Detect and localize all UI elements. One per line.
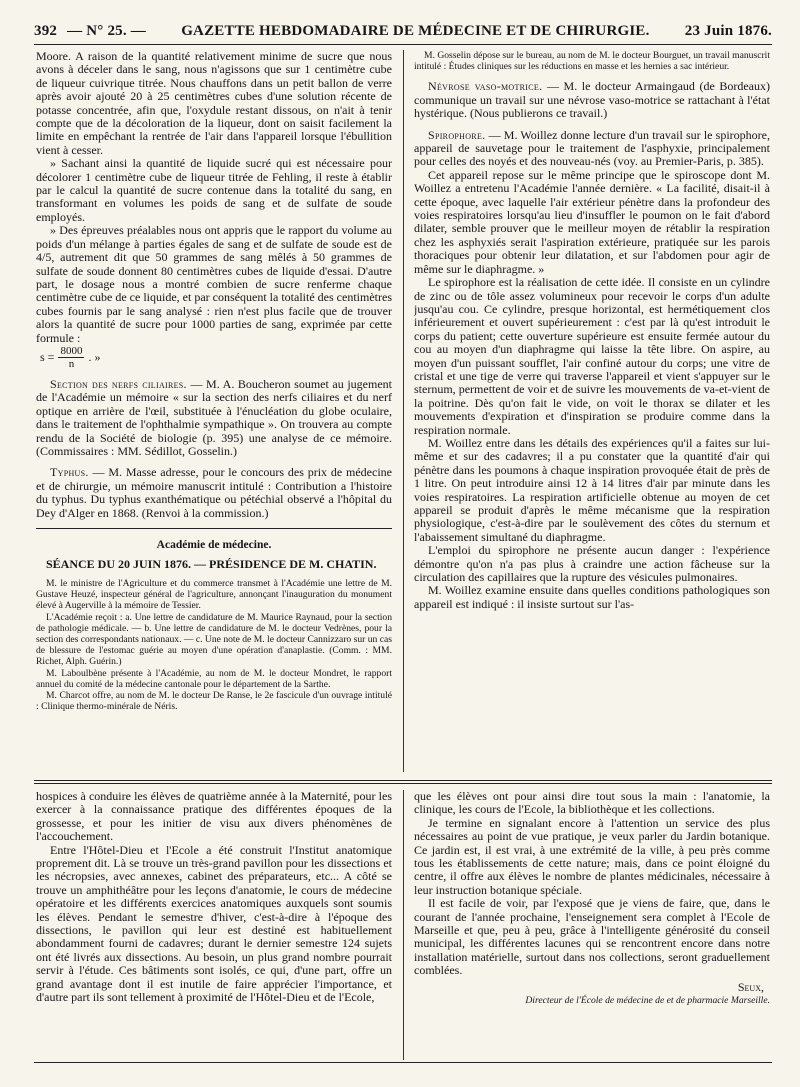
column-divider	[403, 790, 404, 1060]
paragraph	[36, 378, 392, 458]
column-divider	[403, 50, 404, 772]
paragraph: » Des épreuves préalables nous ont appris que le rapport du volume au poids d'un mélange à parties égales de sang et de sulfate de soude est de 4/5, autrement dit que 50 grammes de sang mêlés à 50 grammes de sulfate de soude donnent 80 centimètres cubes de liquide d'essai. D'autre part, le dosage nous a montré combien de sucre renferme chaque centimètre cube de ce liquide, et par conséquent la totalité des centimètres cubes fournis par le sang analysé : rien n'est plus facile que de trouver alors la quantité de sucre pour 1000 parties de sang, exprimée par cette formule :	[36, 223, 392, 345]
paragraph: L'emploi du spirophore ne présente aucun danger : l'expérience démontre qu'on n'a pas plus à craindre une action fâcheuse sur la circulation des capillaires que la rupture des vésicules pulmonaires.	[414, 543, 770, 585]
section-text: — M. le docteur Armaingaud (de Bordeaux) communique un travail sur une névrose vaso-motrice se rattachant à l'état hystérique. (Nous publierons ce travail.)	[414, 79, 770, 121]
section-heading: Névrose vaso-motrice.	[428, 79, 543, 94]
section-heading: Typhus.	[50, 465, 89, 480]
section-rule	[36, 528, 392, 529]
notice: M. Gosselin dépose sur le bureau, au nom de M. le docteur Bourguet, un travail manuscrit intitulé : Études cliniques sur les réductions en masse et les hernies a sac intérieur.	[414, 50, 770, 73]
lower-left-column	[36, 790, 392, 1062]
footer-rule	[34, 1062, 772, 1063]
paragraph	[414, 80, 770, 120]
section-heading: Spirophore.	[428, 127, 486, 142]
author-signature: Seux,	[737, 979, 764, 994]
paragraph: M. Woillez examine ensuite dans quelles conditions pathologiques son appareil est indiqué : il insiste surtout sur l'as-	[414, 583, 770, 611]
paragraph: Je termine en signalant encore à l'attention un service des plus nécessaires au point de vue pratique, je veux parler du Jardin botanique. Ce jardin est, il est vrai, à une extrémité de la ville, à peu près comme tous les établissements de cette nature; mais, dans ce point éloigné du centre, il offre aux élèves le nombre de plantes médicinales, nécessaire à leur instruction botanique spéciale.	[414, 815, 770, 897]
journal-title: GAZETTE HEBDOMADAIRE DE MÉDECINE ET DE CHIRURGIE.	[181, 23, 650, 39]
paragraph	[36, 466, 392, 520]
author-title: Directeur de l'École de médecine de et de pharmacie Marseille.	[525, 994, 770, 1006]
section-text: — M. Masse adresse, pour le concours des prix de médecine et de chirurgie, un mémoire manuscrit intitulé : Contribution a l'histoire du typhus. Du typhus exanthématique ou pétéchial observé a l'hôpital du Dey d'Alger en 1868. (Renvoi à la commission.)	[36, 465, 392, 520]
paragraph: M. Woillez entre dans les détails des expériences qu'il a faites sur lui-même et sur des cadavres; il a pu constater que la quantité d'air qui pénètre dans les poumons à chaque inspiration provoquée était de près de 1 litre. On peut introduire ainsi 12 à 14 litres d'air par minute dans les voies respiratoires. La respiration artificielle obtenue au moyen de cet appareil se produit d'après le même mécanisme que la respiration physiologique, c'est-à-dire par le soulèvement des côtes du sternum et l'abaissement simultané du diaphragme.	[414, 435, 770, 544]
header-rule	[34, 44, 772, 45]
section-text: — M. A. Boucheron soumet au jugement de l'Académie un mémoire « sur la section des nerfs ciliaires et du nerf optique en arrière de l'œil, substituée à l'énucléation du globe oculaire, dans le traitement de l'ophthalmie sympathique ». On trouvera au compte rendu de la Société de biologie (p. 395) une analyse de ce mémoire. (Commissaires : MM. Sédillot, Gosselin.)	[36, 376, 392, 458]
notice: M. Charcot offre, au nom de M. le docteur De Ranse, le 2e fascicule d'un ouvrage intitulé : Clinique thermo-minérale de Néris.	[36, 690, 392, 713]
section-separator	[34, 780, 772, 781]
section-title: Académie de médecine.	[156, 539, 272, 551]
session-heading: SÉANCE DU 20 JUIN 1876. — PRÉSIDENCE DE M. CHATIN.	[46, 557, 377, 571]
formula-denominator: n	[68, 357, 75, 370]
notice: M. le ministre de l'Agriculture et du commerce transmet à l'Académie une lettre de M. Gustave Heuzé, inspecteur général de l'agriculture, annonçant l'inauguration du monument élevé à Augerville à la mémoire de Tessier.	[36, 578, 392, 612]
lower-right-column	[414, 790, 770, 1062]
upper-left-column	[36, 50, 392, 772]
paragraph: que les élèves ont pour ainsi dire tout sous la main : l'anatomie, la clinique, les cours de l'Ecole, la bibliothèque et les collections.	[414, 790, 770, 817]
formula-end: . »	[88, 349, 101, 364]
sugar-formula	[36, 345, 392, 370]
formula-lhs: s =	[40, 349, 55, 364]
issue-date: 23 Juin 1876.	[684, 23, 772, 39]
paragraph: » Sachant ainsi la quantité de liquide sucré qui est nécessaire pour décolorer 1 centimètre cube de liqueur titrée de Fehling, il reste à établir par le calcul la quantité de sucre contenue dans la totalité du sang, en transformant en volumes les poids de sang et de sulfate de soude employés.	[36, 156, 392, 224]
page-number: 392	[34, 23, 58, 39]
formula-numerator: 8000	[60, 344, 83, 357]
section-heading: Section des nerfs ciliaires.	[50, 376, 187, 391]
upper-right-column	[414, 50, 770, 772]
paragraph: Il est facile de voir, par l'exposé que je viens de faire, que, dans le courant de l'année prochaine, l'enseignement sera complet à l'Ecole de Marseille et que, peu à peu, grâce à l'intelligente générosité du conseil municipal, les différentes lacunes qui se rencontrent encore dans notre installation matérielle, surtout dans nos collections, seront graduellement comblées.	[414, 896, 770, 978]
issue-number: — N° 25. —	[67, 23, 146, 39]
paragraph: Moore. A raison de la quantité relativement minime de sucre que nous avons à déceler dans le sang, nous n'agissons que sur 1 centimètre cube de liqueur cuivrique titrée. Nous chauffons dans un petit ballon de verre après avoir ajouté 20 à 25 centimètres cubes d'une solution récente de potasse concentrée, afin que, l'oxydule restant dissous, on n'ait à tenir compte que de la décoloration de la liqueur, dont on saisit facilement la limite en empêchant la rentrée de l'air dans l'appareil lorsque l'ébullition vient à cesser.	[36, 50, 392, 157]
notice: M. Laboulbène présente à l'Académie, au nom de M. le docteur Mondret, le rapport annuel du comité de la médecine cantonale pour le département de la Sarthe.	[36, 667, 392, 690]
page-header	[34, 18, 772, 40]
paragraph: hospices à conduire les élèves de quatrième année à la Maternité, pour les exercer à la connaissance pratique des différentes époques de la grossesse, et pour les initier de visu aux divers phénomènes de l'accouchement.	[36, 790, 392, 844]
paragraph: Cet appareil repose sur le même principe que le spiroscope dont M. Woillez a entretenu l'Académie l'année dernière. « La facilité, disait-il à cette époque, avec laquelle l'air extérieur pénètre dans la profondeur des voies respiratoires lorsqu'au lieu d'insuffler le poumon on le fait d'abord dilater, semble prouver que le meilleur moyen de rétablir la respiration chez les asphyxiés serait l'aspiration extérieure, pratiquée sur les parois thoraciques pour obtenir leur dilatation, et sur l'abdomen pour agir de même sur le diaphragme. »	[414, 167, 770, 276]
paragraph	[414, 129, 770, 169]
section-separator	[34, 783, 772, 784]
formula-fraction	[58, 345, 84, 370]
section-text: — M. Woillez donne lecture d'un travail sur le spirophore, appareil de sauvetage pour le traitement de l'asphyxie, principalement pour celles des noyés et des nouveau-nés (voy. au Premier-Paris, p. 385).	[414, 127, 770, 169]
notice: L'Académie reçoit : a. Une lettre de candidature de M. Maurice Raynaud, pour la section de pathologie médicale. — b. Une lettre de candidature de M. le docteur Vedrènes, pour la section des correspondants nationaux. — c. Une note de M. le docteur Cannizzaro sur un cas de blessure de l'estomac guérie au moyen d'une opération d'anaplastie. (Comm. : MM. Richet, Alph. Guérin.)	[36, 611, 392, 668]
paragraph: Le spirophore est la réalisation de cette idée. Il consiste en un cylindre de zinc ou de tôle assez volumineux pour recevoir le corps d'un adulte jusqu'au cou. Ce cylindre, presque horizontal, est hermétiquement clos inférieurement et ouvert supérieurement : c'est par là qu'est introduit le corps du patient; cette ouverture supérieure est ensuite fermée autour du cou au moyen d'un diaphragme qui laisse la tête libre. On aspire, au moyen d'un puissant soufflet, l'air confiné autour du corps; une vitre de cristal et une tige de verre qui traverse l'appareil et vient s'appuyer sur le sternum, permettent de voir et de suivre les mouvements de va-et-vient de la poitrine. Dès qu'on fait le vide, on voit le thorax se dilater et les mouvements d'expiration et d'inspiration se produire comme dans la respiration normale.	[414, 275, 770, 437]
paragraph: Entre l'Hôtel-Dieu et l'Ecole a été construit l'Institut anatomique proprement dit. Là se trouve un très-grand pavillon pour les dissections et les nécropsies, avec annexes, cabinet des préparateurs, etc... A côté se trouve un amphithéâtre pour les leçons d'anatomie, le cours de médecine opératoire et les différents exercices anatomiques auxquels sont soumis les élèves. Pendant le semestre d'hiver, c'est-à-dire à l'époque des dissections, le pavillon qui leur est destiné est habituellement abondamment fourni de cadavres; durant le dernier semestre 124 sujets ont été livrés aux dissections. Au besoin, un plus grand nombre pourrait servir à l'étude. Ces bâtiments sont isolés, ce qui, d'une part, offre un grand avantage dont il est inutile de faire apprécier l'importance, et d'autre part ils sont tellement à proximité de l'Hôtel-Dieu et de l'Ecole,	[36, 842, 392, 1005]
